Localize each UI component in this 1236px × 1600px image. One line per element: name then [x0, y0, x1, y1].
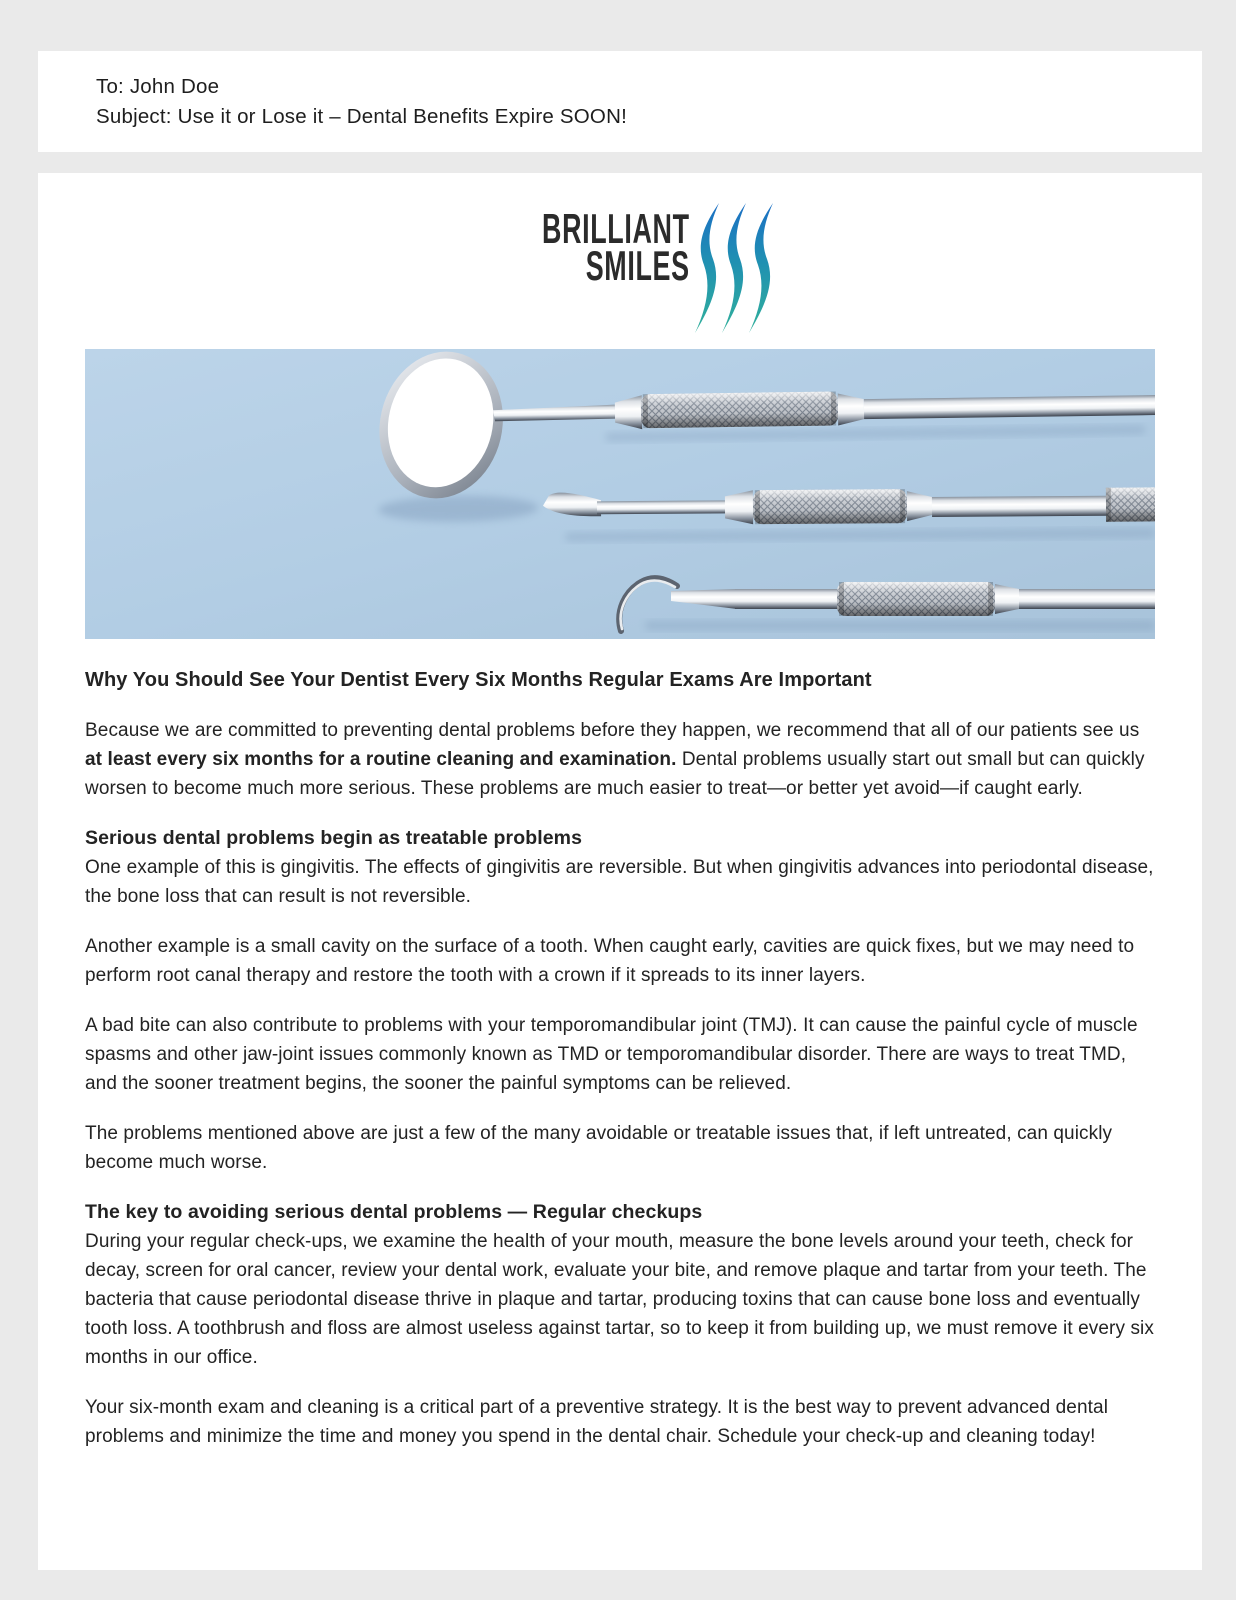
body-text: One example of this is gingivitis. The effects of gingivitis are reversible. But when gingivitis advances into periodontal disease, the bone loss that can result is not reversible.: [85, 857, 1154, 907]
paragraph: [85, 1011, 1157, 1098]
brand-logo: [85, 203, 1155, 333]
paragraph: [85, 1393, 1157, 1451]
email-header: [38, 51, 1202, 152]
body-text: During your regular check-ups, we examine the health of your mouth, measure the bone levels around your teeth, check for decay, screen for oral cancer, review your dental work, evaluate your bite, and remove plaque and tartar from your teeth. The bacteria that cause periodontal disease thrive in plaque and tartar, producing toxins that can cause bone loss and eventually tooth loss. A toothbrush and floss are almost useless against tartar, so to keep it from building up, we must remove it every six months in our office.: [85, 1231, 1154, 1368]
body-text: Dental problems usually start out small but can quickly worsen to become much more serious. These problems are much easier to treat—or better yet avoid—if caught early.: [85, 749, 1145, 799]
hero-image: [85, 349, 1155, 639]
paragraph: [85, 932, 1157, 990]
section-heading: Serious dental problems begin as treatable problems: [85, 827, 583, 849]
article-title: Why You Should See Your Dentist Every Six Months Regular Exams Are Important: [85, 669, 872, 691]
emphasized-text: at least every six months for a routine cleaning and examination.: [85, 749, 677, 770]
body-text: The problems mentioned above are just a few of the many avoidable or treatable issues that, if left untreated, can quickly become much worse.: [85, 1123, 1113, 1173]
email-subject-line: Subject: Use it or Lose it – Dental Benefits Expire SOON!: [96, 105, 627, 128]
brand-name-line1: BRILLIANT: [542, 205, 690, 252]
article: [85, 666, 1157, 1451]
body-text: Your six-month exam and cleaning is a critical part of a preventive strategy. It is the best way to prevent advanced dental problems and minimize the time and money you spend in the dental chair. Schedule your check-up and cleaning today!: [85, 1397, 1109, 1447]
brand-logo-text: [542, 205, 690, 289]
paragraph: [85, 1198, 1157, 1372]
dental-instruments-photo: [85, 349, 1155, 639]
email-to-line: To: John Doe: [96, 75, 220, 98]
body-text: Because we are committed to preventing dental problems before they happen, we recommend that all of our patients see us: [85, 720, 1140, 741]
paragraph: [85, 824, 1157, 911]
body-text: A bad bite can also contribute to problems with your temporomandibular joint (TMJ). It can cause the painful cycle of muscle spasms and other jaw-joint issues commonly known as TMD or temporomandibular disorder. There are ways to treat TMD, and the sooner treatment begins, the sooner the painful symptoms can be relieved.: [85, 1015, 1138, 1094]
paragraph: [85, 716, 1157, 803]
email-body: [38, 173, 1202, 1570]
brand-name-line2: SMILES: [585, 242, 690, 289]
body-text: Another example is a small cavity on the surface of a tooth. When caught early, cavities are quick fixes, but we may need to perform root canal therapy and restore the tooth with a crown if it spreads to its inner layers.: [85, 936, 1135, 986]
article-body: [85, 716, 1157, 1451]
logo-waves-icon: [695, 203, 781, 333]
section-heading: The key to avoiding serious dental problems — Regular checkups: [85, 1201, 703, 1223]
paragraph: [85, 1119, 1157, 1177]
